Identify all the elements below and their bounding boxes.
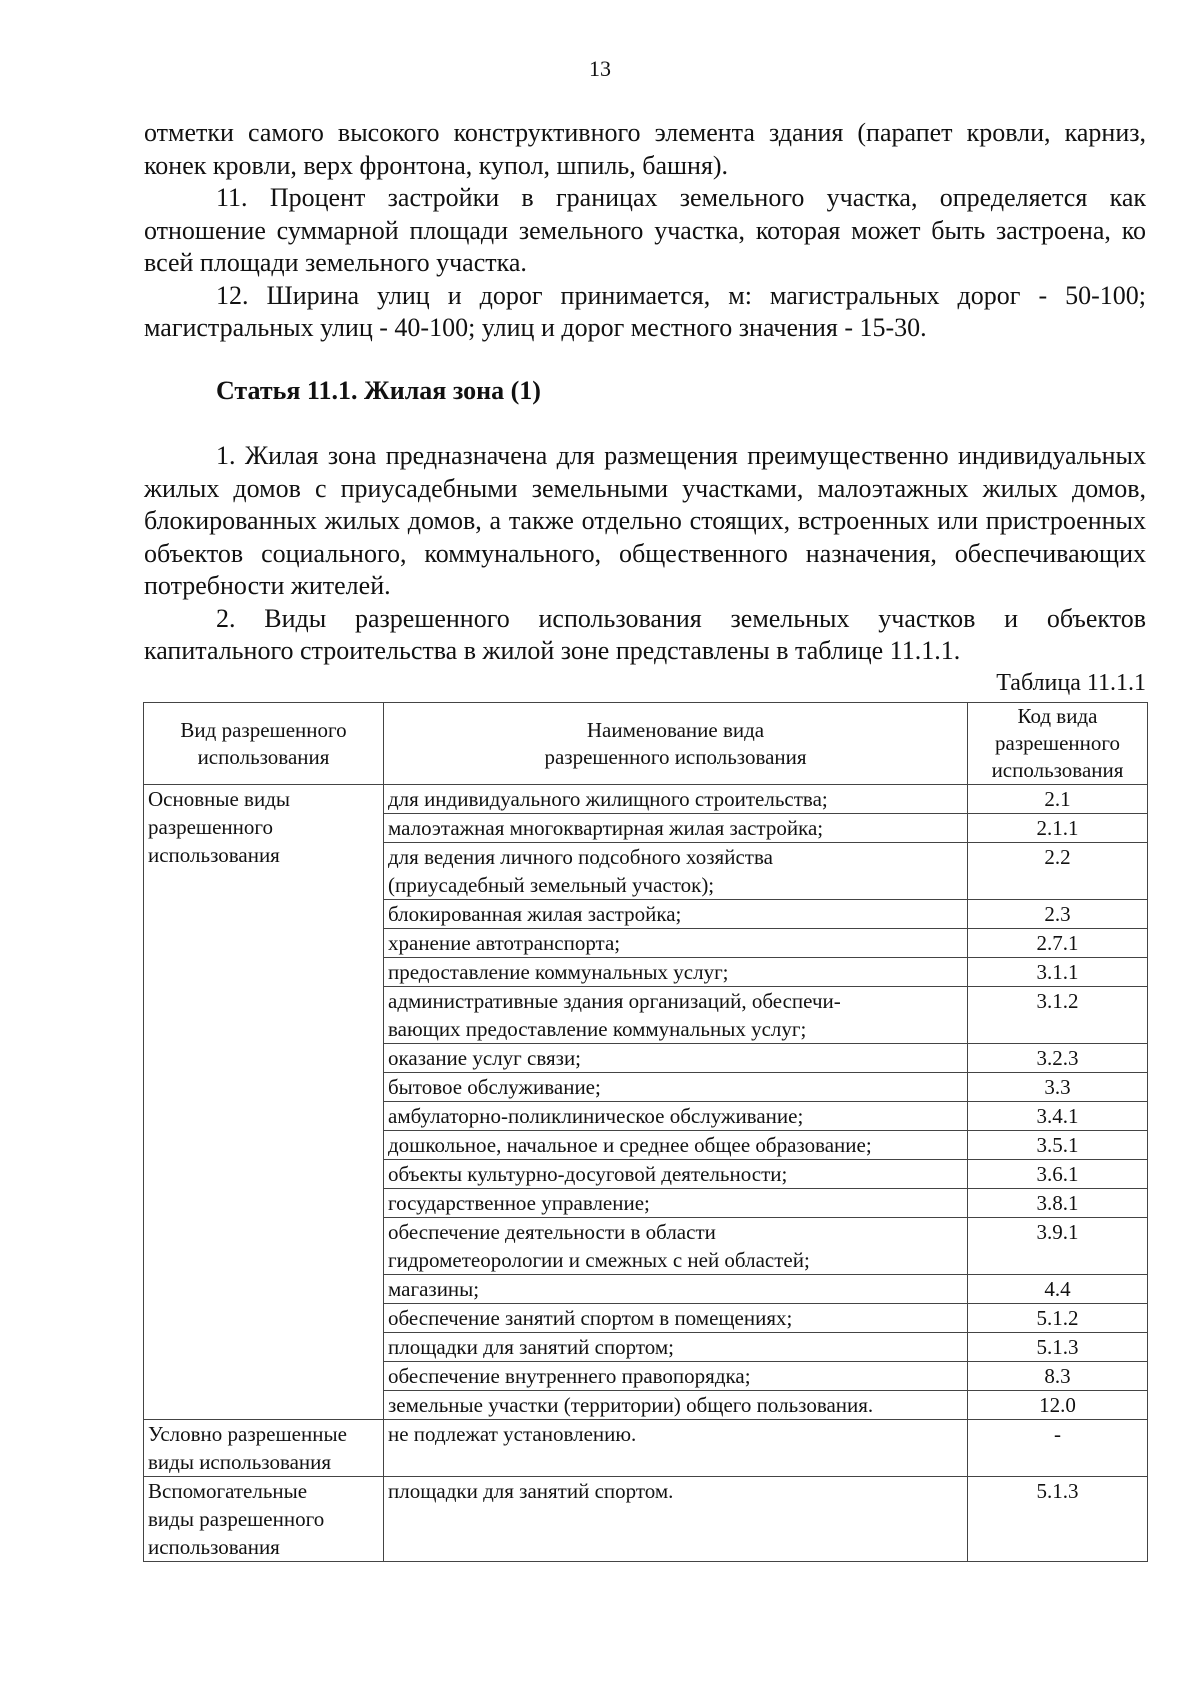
use-code-cell: 3.4.1 [968, 1102, 1148, 1131]
paragraph-continuation: отметки самого высокого конструктивного элемента здания (парапет кровли, карниз, конек кровли, верх фронтона, купол, шпиль, башня). [144, 118, 1146, 180]
header-use-name: Наименование вида разрешенного использования [384, 703, 968, 785]
header-use-code: Код вида разрешенного использования [968, 703, 1148, 785]
use-name-cell: обеспечение внутреннего правопорядка; [384, 1362, 968, 1391]
use-code-cell: 5.1.3 [968, 1333, 1148, 1362]
use-name-cell: дошкольное, начальное и среднее общее образование; [384, 1131, 968, 1160]
use-name-cell: государственное управление; [384, 1189, 968, 1218]
use-category-cell: Вспомогательные виды разрешенного использования [144, 1477, 384, 1562]
use-code-cell: 3.3 [968, 1073, 1148, 1102]
permitted-uses-table [143, 702, 1148, 1562]
article-paragraph-1: 1. Жилая зона предназначена для размещения преимущественно индивидуальных жилых домов с приусадебными земельными участками, малоэтажных жилых домов, блокированных жилых домов, а также отдельно стоящих, встроенных или пристроенных объектов социального, коммунального, общественного назначения, обеспечивающих потребности жителей. [144, 441, 1146, 600]
use-name-cell: площадки для занятий спортом. [384, 1477, 968, 1562]
use-name-cell: обеспечение деятельности в области гидрометеорологии и смежных с ней областей; [384, 1218, 968, 1275]
article-title: Статья 11.1. Жилая зона (1) [216, 376, 541, 405]
use-name-cell: не подлежат установлению. [384, 1420, 968, 1477]
use-category-cell: Основные виды разрешенного использования [144, 785, 384, 1420]
table-row [144, 785, 1148, 814]
article-paragraph-2: 2. Виды разрешенного использования земельных участков и объектов капитального строительства в жилой зоне представлены в таблице 11.1.1. [144, 603, 1146, 665]
use-name-cell: малоэтажная многоквартирная жилая застройка; [384, 814, 968, 843]
use-name-cell: для индивидуального жилищного строительства; [384, 785, 968, 814]
table-caption: Таблица 11.1.1 [996, 670, 1146, 696]
use-code-cell: 3.2.3 [968, 1044, 1148, 1073]
use-code-cell: 8.3 [968, 1362, 1148, 1391]
use-code-cell: 5.1.3 [968, 1477, 1148, 1562]
use-code-cell: 3.6.1 [968, 1160, 1148, 1189]
header-use-type: Вид разрешенного использования [144, 703, 384, 785]
top-text-block [144, 117, 1146, 345]
use-name-cell: земельные участки (территории) общего пользования. [384, 1391, 968, 1420]
use-code-cell: 3.1.2 [968, 987, 1148, 1044]
use-name-cell: для ведения личного подсобного хозяйства (приусадебный земельный участок); [384, 843, 968, 900]
article-text-block [144, 440, 1146, 668]
use-code-cell: 2.7.1 [968, 929, 1148, 958]
use-name-cell: бытовое обслуживание; [384, 1073, 968, 1102]
use-name-cell: магазины; [384, 1275, 968, 1304]
page-number: 13 [589, 56, 611, 81]
use-code-cell: 3.5.1 [968, 1131, 1148, 1160]
use-name-cell: блокированная жилая застройка; [384, 900, 968, 929]
paragraph-11: 11. Процент застройки в границах земельного участка, определяется как отношение суммарной площади земельного участка, которая может быть застроена, ко всей площади земельного участка. [144, 183, 1146, 277]
use-code-cell: - [968, 1420, 1148, 1477]
table-row [144, 1420, 1148, 1477]
use-code-cell: 3.9.1 [968, 1218, 1148, 1275]
use-code-cell: 2.1.1 [968, 814, 1148, 843]
use-name-cell: административные здания организаций, обеспечи- вающих предоставление коммунальных услуг; [384, 987, 968, 1044]
use-category-cell: Условно разрешенные виды использования [144, 1420, 384, 1477]
use-code-cell: 5.1.2 [968, 1304, 1148, 1333]
use-code-cell: 12.0 [968, 1391, 1148, 1420]
use-name-cell: площадки для занятий спортом; [384, 1333, 968, 1362]
use-name-cell: амбулаторно-поликлиническое обслуживание; [384, 1102, 968, 1131]
use-name-cell: хранение автотранспорта; [384, 929, 968, 958]
table-header-row [144, 703, 1148, 785]
use-code-cell: 4.4 [968, 1275, 1148, 1304]
use-name-cell: объекты культурно-досуговой деятельности; [384, 1160, 968, 1189]
table-row [144, 1477, 1148, 1562]
use-code-cell: 3.1.1 [968, 958, 1148, 987]
use-code-cell: 2.3 [968, 900, 1148, 929]
use-name-cell: оказание услуг связи; [384, 1044, 968, 1073]
use-name-cell: обеспечение занятий спортом в помещениях; [384, 1304, 968, 1333]
use-code-cell: 3.8.1 [968, 1189, 1148, 1218]
paragraph-12: 12. Ширина улиц и дорог принимается, м: магистральных дорог - 50-100; магистральных улиц - 40-100; улиц и дорог местного значения - 15-30. [144, 280, 1146, 342]
use-name-cell: предоставление коммунальных услуг; [384, 958, 968, 987]
use-code-cell: 2.1 [968, 785, 1148, 814]
use-code-cell: 2.2 [968, 843, 1148, 900]
